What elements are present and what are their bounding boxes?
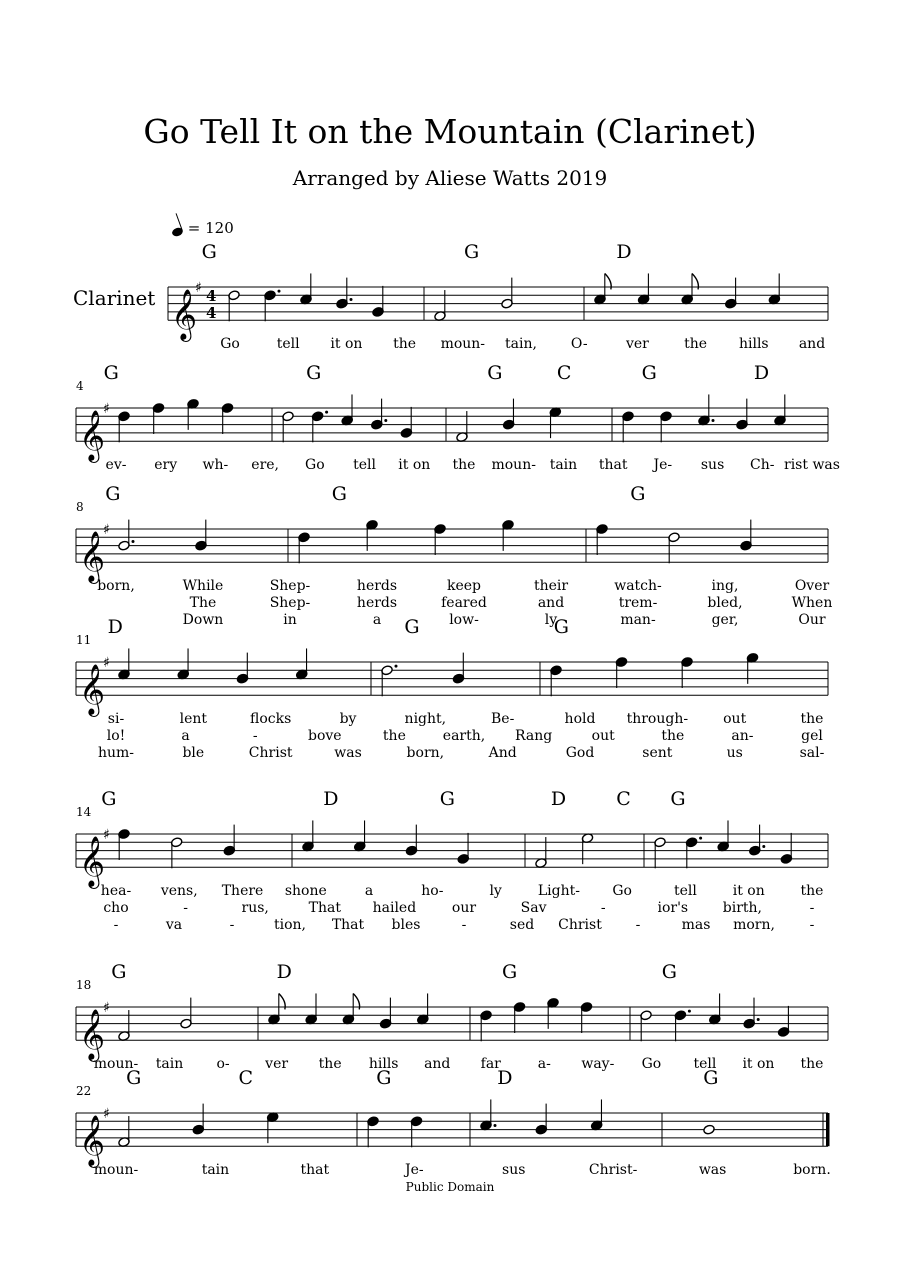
lyric-syllable: ere,	[251, 457, 280, 474]
measure-number: 22	[76, 1084, 92, 1098]
chord-symbol: D	[497, 1067, 513, 1089]
staff-system	[76, 616, 828, 761]
lyric-syllable: -	[635, 917, 641, 934]
lyric-syllable: ho-	[421, 883, 444, 900]
lyric-syllable: out	[591, 728, 615, 745]
treble-clef-icon: 𝄞	[79, 664, 106, 716]
lyric-syllable: Shep-	[269, 578, 311, 595]
chord-symbol: G	[630, 483, 646, 505]
chord-symbol: G	[201, 241, 217, 263]
lyric-syllable: ly	[544, 612, 558, 629]
lyric-syllable: Go	[220, 336, 240, 353]
chord-symbol: G	[670, 788, 686, 810]
chord-symbol: G	[703, 1067, 719, 1089]
augmentation-dot	[350, 298, 353, 301]
lyric-syllable: wh-	[202, 457, 229, 474]
lyric-syllable: Go	[641, 1056, 662, 1073]
lyric-syllable: ly	[489, 883, 502, 900]
lyric-syllable: Down	[182, 612, 224, 629]
staff-system	[76, 961, 828, 1072]
lyric-syllable: That	[308, 900, 341, 917]
lyric-syllable: God	[565, 745, 595, 762]
lyric-syllable: the	[800, 883, 824, 900]
lyric-syllable: and	[798, 336, 826, 353]
lyric-syllable: moun-	[440, 336, 486, 353]
lyric-syllable: -	[809, 917, 815, 934]
lyric-syllable: rus,	[241, 900, 269, 917]
chord-symbol: G	[101, 788, 117, 810]
chord-symbol: G	[111, 961, 127, 983]
lyric-syllable: a	[181, 728, 190, 745]
lyric-syllable: o-	[216, 1056, 230, 1073]
lyric-syllable: cho	[103, 900, 129, 917]
measure-number: 14	[76, 805, 92, 819]
measure-number: 11	[76, 633, 92, 647]
lyric-syllable: lent	[179, 711, 208, 728]
lyric-syllable: ev-	[105, 457, 127, 474]
chord-symbol: D	[550, 788, 567, 810]
augmentation-dot	[762, 845, 765, 848]
lyric-syllable: the	[452, 457, 476, 474]
lyric-syllable: an-	[731, 728, 754, 745]
lyric-syllable: Je-	[653, 457, 673, 474]
copyright-footer: Public Domain	[405, 1180, 495, 1194]
lyric-syllable: their	[533, 578, 569, 595]
lyric-syllable: va	[165, 917, 183, 934]
lyric-syllable: tain	[549, 457, 578, 474]
chord-symbol: G	[464, 241, 480, 263]
lyric-syllable: by	[339, 711, 357, 728]
measure-number: 18	[76, 978, 92, 992]
key-signature-sharp: ♯	[103, 1000, 110, 1016]
augmentation-dot	[699, 837, 702, 840]
lyric-syllable: the	[661, 728, 685, 745]
lyric-syllable: tain	[155, 1056, 184, 1073]
lyric-syllable: a	[364, 883, 374, 900]
lyric-syllable: through-	[626, 711, 689, 728]
lyric-syllable: ver	[265, 1056, 289, 1073]
lyric-syllable: Be-	[491, 711, 515, 728]
lyric-syllable: earth,	[442, 728, 486, 745]
lyric-syllable: hold	[564, 711, 596, 728]
lyric-syllable: tell	[674, 883, 697, 900]
chord-symbol: G	[331, 483, 347, 505]
treble-clef-icon: 𝄞	[79, 1009, 106, 1061]
augmentation-dot	[278, 290, 281, 293]
augmentation-dot	[688, 1010, 691, 1013]
lyric-syllable: the	[684, 336, 708, 353]
chord-symbol: D	[323, 788, 339, 810]
chord-symbol: G	[306, 362, 322, 384]
lyric-syllable: -	[461, 917, 467, 934]
lyric-syllable: tain	[201, 1162, 230, 1179]
augmentation-dot	[325, 411, 328, 414]
augmentation-dot	[757, 1018, 760, 1021]
lyric-syllable: and	[537, 595, 565, 612]
lyric-syllable: ior's	[657, 900, 689, 917]
lyric-syllable: a	[372, 612, 382, 629]
chord-symbol: G	[641, 362, 657, 384]
time-signature-bottom: 4	[206, 304, 217, 322]
time-signature-top: 4	[206, 287, 217, 305]
lyric-syllable: a-	[537, 1056, 551, 1073]
lyric-syllable: hailed	[372, 900, 417, 917]
lyric-syllable: Light-	[537, 883, 580, 900]
lyric-syllable: ger,	[711, 612, 739, 629]
lyric-syllable: Rang	[515, 728, 553, 745]
lyric-syllable: out	[723, 711, 747, 728]
lyric-syllable: the	[382, 728, 406, 745]
chord-symbol: C	[556, 362, 572, 384]
lyric-syllable: rist was	[784, 457, 840, 474]
lyric-syllable: Christ	[248, 745, 293, 762]
lyric-syllable: birth,	[722, 900, 763, 917]
augmentation-dot	[712, 419, 715, 422]
key-signature-sharp: ♯	[103, 522, 110, 538]
lyric-syllable: trem-	[618, 595, 658, 612]
lyric-syllable: That	[331, 917, 365, 934]
lyric-syllable: keep	[446, 578, 482, 595]
staff-system	[76, 1067, 831, 1178]
lyric-syllable: bled,	[707, 595, 743, 612]
final-barline	[826, 1113, 830, 1146]
lyric-syllable: morn,	[733, 917, 775, 934]
key-signature-sharp: ♯	[103, 401, 110, 417]
lyric-syllable: watch-	[614, 578, 662, 595]
lyric-syllable: sal-	[799, 745, 825, 762]
lyric-syllable: ver	[625, 336, 649, 353]
lyric-syllable: shone	[284, 883, 327, 900]
lyric-syllable: -	[600, 900, 606, 917]
lyric-syllable: While	[182, 578, 224, 595]
chord-symbol: D	[616, 241, 632, 263]
lyric-syllable: and	[424, 1056, 451, 1073]
augmentation-dot	[494, 1124, 497, 1127]
lyric-syllable: low-	[449, 612, 479, 629]
page-title: Go Tell It on the Mountain (Clarinet)	[143, 112, 757, 151]
lyric-syllable: gel	[801, 728, 823, 745]
lyric-syllable: born.	[793, 1162, 831, 1179]
lyric-syllable: herds	[356, 595, 398, 612]
augmentation-dot	[395, 665, 398, 668]
chord-symbol: D	[753, 362, 770, 384]
lyric-syllable: sus	[700, 457, 725, 474]
lyric-syllable: tell	[693, 1056, 717, 1073]
lyric-syllable: Christ-	[588, 1162, 638, 1179]
lyric-syllable: Go	[305, 457, 325, 474]
chord-symbol: C	[238, 1067, 254, 1089]
lyric-syllable: tion,	[274, 917, 306, 934]
treble-clef-icon: 𝄞	[79, 1115, 106, 1167]
lyric-syllable: it on	[732, 883, 765, 900]
lyric-syllable: si-	[107, 711, 125, 728]
tempo-value: = 120	[187, 219, 234, 237]
lyric-syllable: Ch-	[750, 457, 775, 474]
lyric-syllable: hills	[738, 336, 769, 353]
lyric-syllable: moun-	[93, 1056, 139, 1073]
lyric-syllable: O-	[570, 336, 588, 353]
lyric-syllable: our	[451, 900, 477, 917]
lyric-syllable: born,	[406, 745, 445, 762]
lyric-syllable: herds	[356, 578, 398, 595]
chord-symbol: G	[661, 961, 677, 983]
lyric-syllable: ble	[182, 745, 205, 762]
lyric-syllable: us	[726, 745, 743, 762]
chord-symbol: G	[126, 1067, 142, 1089]
lyric-syllable: mas	[681, 917, 711, 934]
lyric-syllable: vens,	[160, 883, 198, 900]
lyric-syllable: moun-	[491, 457, 536, 474]
lyric-syllable: sus	[502, 1162, 526, 1179]
lyric-syllable: the	[318, 1056, 342, 1073]
lyric-syllable: And	[488, 745, 517, 762]
chord-symbol: D	[107, 616, 123, 638]
chord-symbol: G	[376, 1067, 392, 1089]
lyric-syllable: hea-	[100, 883, 132, 900]
key-signature-sharp: ♯	[195, 280, 202, 296]
lyric-syllable: -	[229, 917, 235, 934]
staff-system	[76, 362, 840, 473]
chord-symbol: C	[616, 788, 631, 810]
lyric-syllable: ery	[154, 457, 178, 474]
lyric-syllable: hum-	[97, 745, 135, 762]
lyric-syllable: Our	[798, 612, 826, 629]
key-signature-sharp: ♯	[103, 827, 110, 843]
lyric-syllable: sent	[642, 745, 673, 762]
treble-clef-icon: 𝄞	[79, 836, 106, 888]
measure-number: 4	[76, 379, 84, 393]
lyric-syllable: in	[283, 612, 297, 629]
lyric-syllable: was	[334, 745, 362, 762]
lyric-syllable: that	[598, 457, 628, 474]
lyric-syllable: When	[791, 595, 833, 612]
staff-system	[76, 483, 832, 628]
lyric-syllable: Go	[612, 883, 632, 900]
notehead	[703, 1124, 715, 1135]
lyric-syllable: Shep-	[269, 595, 311, 612]
chord-symbol: G	[502, 961, 518, 983]
measure-number: 8	[76, 500, 84, 514]
lyric-syllable: -	[183, 900, 188, 917]
lyric-syllable: flocks	[250, 711, 292, 728]
instrument-label: Clarinet	[73, 286, 156, 310]
lyric-syllable: moun-	[93, 1162, 139, 1179]
arranger-credit: Arranged by Aliese Watts 2019	[292, 166, 608, 190]
lyric-syllable: Je-	[404, 1162, 424, 1179]
chord-symbol: G	[105, 483, 121, 505]
key-signature-sharp: ♯	[103, 655, 110, 671]
lyric-syllable: lo!	[106, 728, 126, 745]
lyric-syllable: There	[221, 883, 264, 900]
lyric-syllable: hills	[368, 1056, 399, 1073]
lyric-syllable: bove	[308, 728, 342, 745]
lyric-syllable: it on	[330, 336, 363, 353]
lyric-syllable: way-	[581, 1056, 615, 1073]
chord-symbol: G	[439, 788, 455, 810]
lyric-syllable: born,	[97, 578, 135, 595]
lyric-syllable: tell	[353, 457, 377, 474]
augmentation-dot	[132, 540, 135, 543]
lyric-syllable: sed	[509, 917, 535, 934]
lyric-syllable: it on	[398, 457, 431, 474]
lyric-syllable: the	[393, 336, 417, 353]
lyric-syllable: far	[480, 1056, 501, 1073]
lyric-syllable: it on	[742, 1056, 775, 1073]
lyric-syllable: was	[698, 1162, 727, 1179]
key-signature-sharp: ♯	[103, 1106, 110, 1122]
chord-symbol: G	[103, 362, 119, 384]
chord-symbol: D	[276, 961, 292, 983]
staff-system	[76, 788, 828, 933]
lyric-syllable: the	[800, 711, 824, 728]
lyric-syllable: Christ	[558, 917, 602, 934]
treble-clef-icon: 𝄞	[171, 289, 198, 341]
lyric-syllable: The	[189, 595, 217, 612]
staff-system	[168, 241, 828, 352]
lyric-syllable: bles	[391, 917, 421, 934]
lyric-syllable: -	[809, 900, 815, 917]
lyric-syllable: -	[113, 917, 119, 934]
treble-clef-icon: 𝄞	[79, 531, 106, 583]
lyric-syllable: that	[300, 1162, 330, 1179]
chord-symbol: G	[487, 362, 503, 384]
lyric-syllable: feared	[441, 595, 487, 612]
lyric-syllable: Over	[794, 578, 830, 595]
lyric-syllable: tell	[276, 336, 300, 353]
lyric-syllable: tain,	[505, 336, 537, 353]
chord-symbol: G	[404, 616, 420, 638]
augmentation-dot	[384, 419, 387, 422]
chord-symbol: G	[553, 616, 569, 638]
lyric-syllable: man-	[620, 612, 656, 629]
lyric-syllable: Sav	[520, 900, 547, 917]
lyric-syllable: -	[252, 728, 258, 745]
lyric-syllable: ing,	[711, 578, 739, 595]
treble-clef-icon: 𝄞	[79, 410, 106, 462]
lyric-syllable: the	[800, 1056, 824, 1073]
lyric-syllable: night,	[404, 711, 447, 728]
